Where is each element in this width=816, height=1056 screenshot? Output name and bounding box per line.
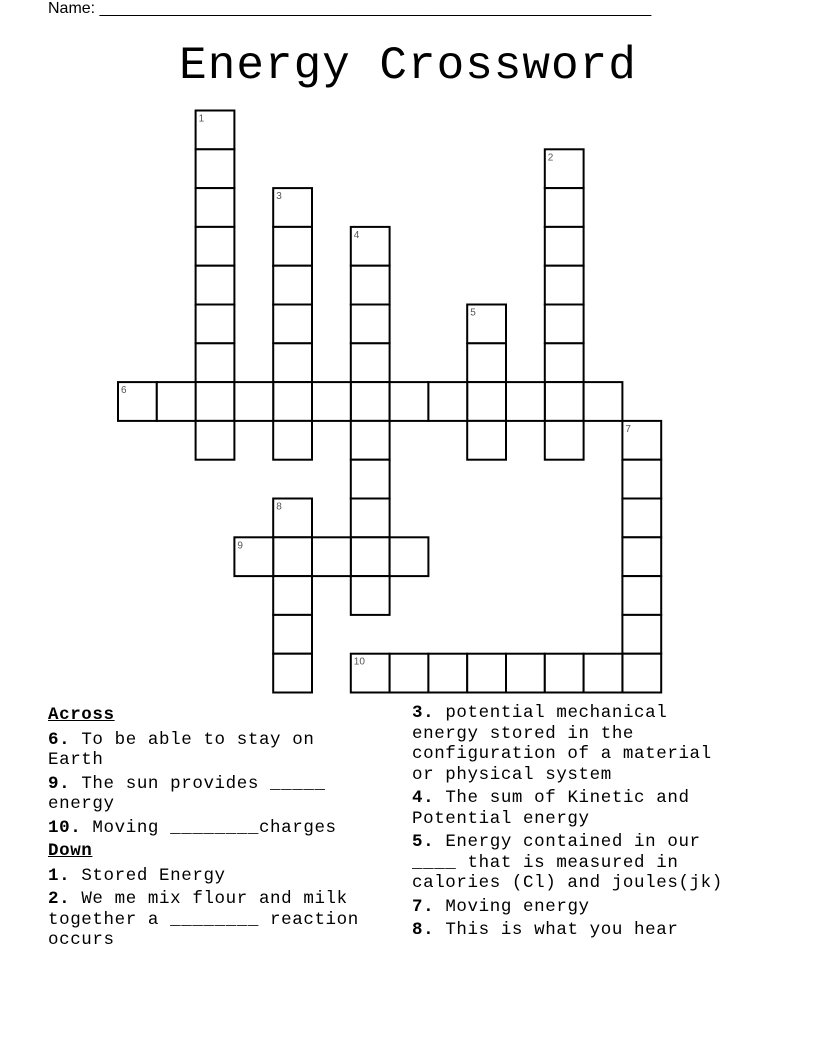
- grid-cell[interactable]: [506, 382, 545, 421]
- grid-cell[interactable]: [545, 654, 584, 693]
- grid-cell[interactable]: [196, 382, 235, 421]
- grid-cell[interactable]: [467, 382, 506, 421]
- clue-text: Moving energy: [434, 896, 590, 917]
- grid-cell[interactable]: [196, 227, 235, 266]
- grid-cell[interactable]: [157, 382, 196, 421]
- grid-cell[interactable]: [351, 305, 390, 344]
- clue-number: 7.: [412, 896, 435, 917]
- grid-cell[interactable]: [234, 382, 273, 421]
- grid-cell[interactable]: [428, 382, 467, 421]
- clue-number: 5.: [412, 832, 435, 852]
- clue-number: 2.: [48, 889, 71, 909]
- clue-number-label: 8: [276, 501, 282, 513]
- clue-item: [48, 730, 408, 771]
- clue-item: [412, 897, 792, 918]
- grid-cell[interactable]: [390, 382, 429, 421]
- grid-cell[interactable]: [351, 576, 390, 615]
- grid-cell[interactable]: [196, 305, 235, 344]
- name-field: Name: ______________________________________________________________: [48, 0, 652, 17]
- clue-number: 4.: [412, 788, 435, 808]
- clue-number: 10.: [48, 817, 82, 838]
- clue-number-label: 9: [237, 540, 243, 552]
- clues-column-left: [48, 703, 408, 954]
- clue-number-label: 3: [276, 191, 282, 203]
- grid-cell[interactable]: [545, 421, 584, 460]
- grid-cell[interactable]: [584, 382, 623, 421]
- grid-cell[interactable]: [622, 615, 661, 654]
- clue-number: 3.: [412, 703, 435, 723]
- grid-cell[interactable]: [196, 188, 235, 227]
- grid-cell[interactable]: [390, 654, 429, 693]
- clue-text: Moving ________charges: [81, 817, 337, 838]
- grid-cell[interactable]: [273, 227, 312, 266]
- grid-cell[interactable]: [622, 499, 661, 538]
- clue-item: [412, 920, 792, 941]
- grid-cell[interactable]: [545, 382, 584, 421]
- grid-cell[interactable]: [351, 266, 390, 305]
- grid-cell[interactable]: [273, 421, 312, 460]
- clue-item: [412, 832, 792, 894]
- grid-cell[interactable]: [273, 382, 312, 421]
- grid-cell[interactable]: [351, 421, 390, 460]
- clue-text: potential mechanical energy stored in the configuration of a material or physical system: [412, 703, 712, 785]
- clue-number: 6.: [48, 729, 71, 750]
- grid-cell[interactable]: [622, 460, 661, 499]
- grid-cell[interactable]: [312, 537, 351, 576]
- clue-number: 8.: [412, 920, 435, 940]
- grid-cell[interactable]: [196, 421, 235, 460]
- grid-cell[interactable]: [622, 537, 661, 576]
- clue-number-label: 10: [353, 656, 365, 668]
- clue-number-label: 2: [547, 152, 554, 164]
- grid-cell[interactable]: [312, 382, 351, 421]
- grid-cell[interactable]: [545, 188, 584, 227]
- clue-item: [48, 818, 408, 839]
- grid-cell[interactable]: [545, 305, 584, 344]
- grid-cell[interactable]: [351, 460, 390, 499]
- grid-cell[interactable]: [351, 499, 390, 538]
- grid-cell[interactable]: [351, 343, 390, 382]
- grid-cell[interactable]: [196, 149, 235, 188]
- grid-cell[interactable]: [622, 576, 661, 615]
- page-title: Energy Crossword: [179, 40, 637, 92]
- grid-cell[interactable]: [467, 421, 506, 460]
- grid-cell[interactable]: [545, 266, 584, 305]
- grid-cell[interactable]: [196, 343, 235, 382]
- grid-cell[interactable]: [273, 576, 312, 615]
- clue-text: Energy contained in our ____ that is measured in calories (Cl) and joules(jk): [412, 832, 723, 893]
- grid-cell[interactable]: [584, 654, 623, 693]
- clue-number-label: 6: [121, 385, 127, 397]
- clue-item: [48, 889, 408, 951]
- clues-column-right: [412, 703, 792, 944]
- grid-cell[interactable]: [273, 266, 312, 305]
- clue-text: We me mix flour and milk together a ________ reaction occurs: [48, 889, 359, 950]
- clue-item: [48, 774, 408, 815]
- grid-cell[interactable]: [545, 227, 584, 266]
- grid-cell[interactable]: [351, 382, 390, 421]
- grid-cell[interactable]: [273, 305, 312, 344]
- clue-number: 9.: [48, 773, 71, 794]
- clue-number: 1.: [48, 865, 71, 886]
- clue-section-heading: Down: [48, 841, 93, 861]
- grid-cell[interactable]: [467, 654, 506, 693]
- grid-cell[interactable]: [390, 537, 429, 576]
- grid-cell[interactable]: [622, 654, 661, 693]
- clue-item: [412, 788, 792, 829]
- clue-text: This is what you hear: [434, 920, 679, 940]
- grid-cell[interactable]: [273, 654, 312, 693]
- grid-cell[interactable]: [428, 654, 467, 693]
- clue-text: The sun provides _____ energy: [48, 773, 326, 814]
- clue-number-label: 5: [470, 307, 476, 319]
- clue-section-heading: Across: [48, 705, 115, 725]
- clue-text: To be able to stay on Earth: [48, 729, 315, 770]
- clue-number-label: 4: [353, 229, 360, 241]
- grid-cell[interactable]: [196, 266, 235, 305]
- clue-text: Stored Energy: [70, 865, 226, 886]
- clue-text: The sum of Kinetic and Potential energy: [412, 788, 690, 829]
- grid-cell[interactable]: [545, 343, 584, 382]
- grid-cell[interactable]: [506, 654, 545, 693]
- clue-item: [48, 866, 408, 887]
- grid-cell[interactable]: [467, 343, 506, 382]
- grid-cell[interactable]: [273, 537, 312, 576]
- grid-cell[interactable]: [351, 537, 390, 576]
- grid-cell[interactable]: [273, 343, 312, 382]
- clue-number-label: 7: [625, 423, 631, 435]
- clue-number-label: 1: [198, 113, 205, 125]
- grid-cell[interactable]: [273, 615, 312, 654]
- clue-item: [412, 703, 792, 785]
